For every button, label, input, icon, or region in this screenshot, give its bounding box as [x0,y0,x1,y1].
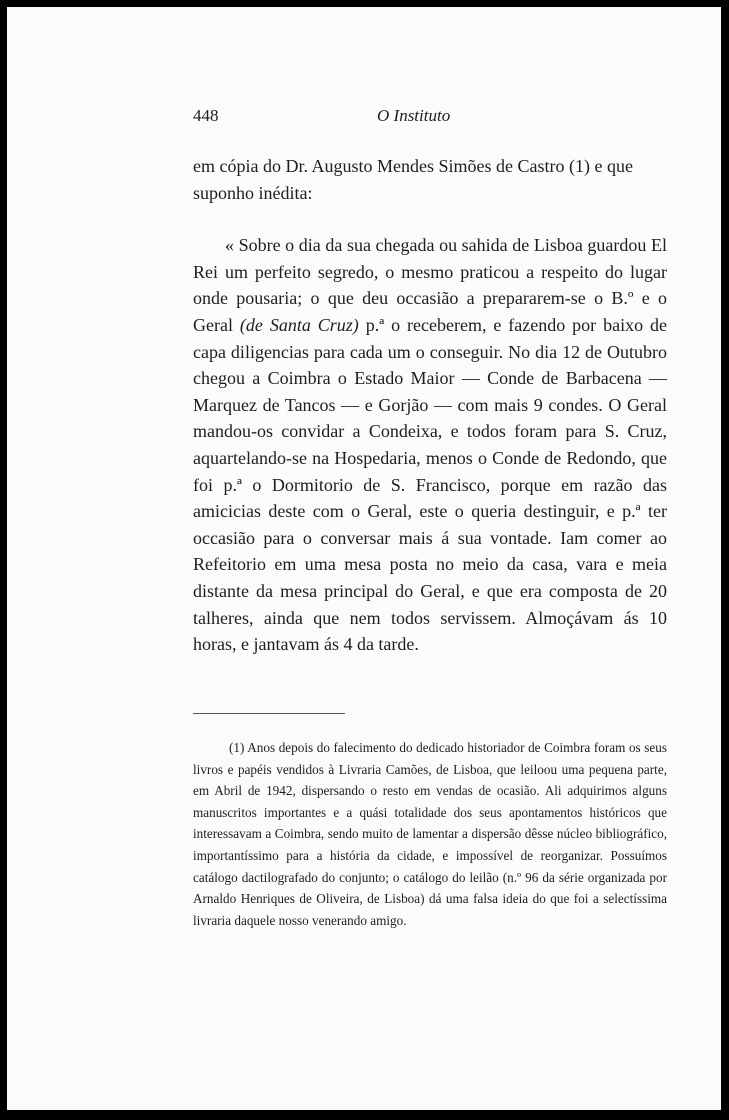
intro-paragraph [193,153,667,206]
running-title: O Instituto [377,106,451,125]
footnote-reference: (1) [568,156,590,176]
footnote [193,737,667,931]
quote-italic: (de Santa Cruz) [239,314,359,335]
footnote-separator [193,713,345,714]
intro-text-end: e que suponho inédita: [193,156,633,203]
footnote-marker: (1) [229,740,245,755]
book-page [7,7,721,1110]
quote-text-part1: « Sobre o dia da sua chegada ou sahida de Lisboa guardou El Rei um perfeito segredo, o mesmo praticou a respeito do lugar onde pousaria; o que deu occasião a prepararem-se o B.º e o Geral [193,235,667,335]
quote-paragraph [193,232,667,658]
footnote-text: Anos depois do falecimento do dedicado historiador de Coimbra foram os seus livros e papéis vendidos à Livraria Camões, de Lisboa, que leiloou uma pequena parte, em Abril de 1942, dispersando o resto em vendas de ocasião. Ali adquirimos alguns manuscritos importantes e a quási totalidade dos seus apontamentos históricos que interessavam a Coimbra, sendo muito de lamentar a dispersão dêsse núcleo bibliográfico, importantíssimo para a história da cidade, e impossível de reorganizar. Possuímos catálogo dactilografado do conjunto; o catálogo do leilão (n.º 96 da série organizada por Arnaldo Henriques de Oliveira, de Lisboa) dá uma falsa ideia do que foi a selectíssima livraria daquele nosso venerando amigo. [193,740,667,928]
main-text [193,153,667,658]
quote-text-part2: p.ª o receberem, e fazendo por baixo de capa diligencias para cada um o conseguir. No dia 12 de Outubro chegou a Coimbra o Estado Maior — Conde de Barbacena — Marquez de Tancos — e Gorjão — com mais 9 condes. O Geral mandou-os convidar a Condeixa, e todos foram para S. Cruz, aquartelando-se na Hospedaria, menos o Conde de Redondo, que foi p.ª o Dormitorio de S. Francisco, porque em razão das amicicias deste com o Geral, este o queria destinguir, e p.ª ter occasião para o conversar mais á sua vontade. Iam comer ao Refeitorio em uma mesa posta no meio da casa, vara e meia distante da mesa principal do Geral, e que era composta de 20 talheres, ainda que nem todos servissem. Almoçávam ás 10 horas, e jantavam ás 4 da tarde. [193,314,668,655]
intro-text: em cópia do Dr. Augusto Mendes Simões de Castro [193,156,569,176]
page-number: 448 [193,106,219,125]
